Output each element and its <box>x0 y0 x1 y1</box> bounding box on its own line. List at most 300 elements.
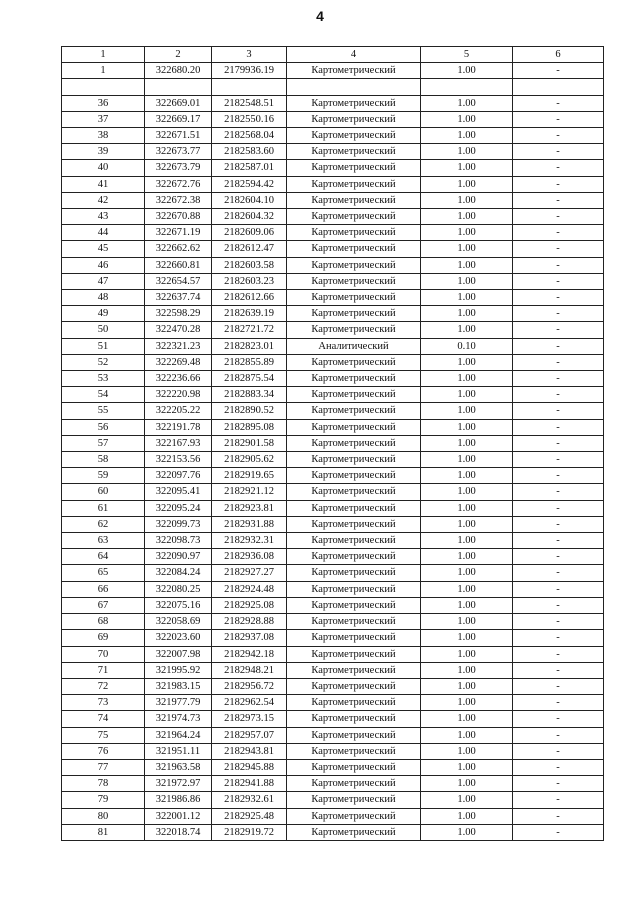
table-row <box>62 727 604 743</box>
cell-accuracy: 1.00 <box>421 63 513 79</box>
header-col-5: 5 <box>421 47 513 63</box>
cell-x-coordinate: 322680.20 <box>145 63 212 79</box>
cell-note: - <box>513 403 604 419</box>
cell-point-number: 51 <box>62 338 145 354</box>
table-row <box>62 257 604 273</box>
cell-x-coordinate: 322023.60 <box>145 630 212 646</box>
table-row <box>62 565 604 581</box>
cell-x-coordinate: 322058.69 <box>145 614 212 630</box>
cell-y-coordinate: 2182721.72 <box>212 322 287 338</box>
cell-x-coordinate: 322220.98 <box>145 387 212 403</box>
cell-point-number: 40 <box>62 160 145 176</box>
table-row <box>62 759 604 775</box>
header-col-6: 6 <box>513 47 604 63</box>
cell-point-number: 59 <box>62 468 145 484</box>
table-row <box>62 808 604 824</box>
cell-y-coordinate: 2182875.54 <box>212 371 287 387</box>
cell-point-number: 42 <box>62 192 145 208</box>
cell-note: - <box>513 549 604 565</box>
cell-method: Картометрический <box>287 484 421 500</box>
cell-method: Картометрический <box>287 727 421 743</box>
cell-method: Картометрический <box>287 452 421 468</box>
table-row <box>62 403 604 419</box>
cell-point-number: 44 <box>62 225 145 241</box>
cell-note: - <box>513 322 604 338</box>
table-row <box>62 419 604 435</box>
cell-y-coordinate: 2182550.16 <box>212 111 287 127</box>
table-row <box>62 695 604 711</box>
cell-y-coordinate: 2182609.06 <box>212 225 287 241</box>
cell-y-coordinate: 2182936.08 <box>212 549 287 565</box>
cell-accuracy: 1.00 <box>421 387 513 403</box>
cell-method: Картометрический <box>287 419 421 435</box>
cell-method: Картометрический <box>287 630 421 646</box>
cell-y-coordinate: 2182919.65 <box>212 468 287 484</box>
cell-method: Картометрический <box>287 290 421 306</box>
cell-accuracy: 1.00 <box>421 581 513 597</box>
table-row <box>62 452 604 468</box>
cell-x-coordinate: 321995.92 <box>145 662 212 678</box>
cell-x-coordinate: 322672.38 <box>145 192 212 208</box>
table-row <box>62 614 604 630</box>
cell-note: - <box>513 792 604 808</box>
cell-accuracy: 1.00 <box>421 662 513 678</box>
cell-y-coordinate: 2182931.88 <box>212 516 287 532</box>
table-row <box>62 144 604 160</box>
cell-accuracy: 1.00 <box>421 630 513 646</box>
cell-y-coordinate: 2182594.42 <box>212 176 287 192</box>
cell-accuracy: 0.10 <box>421 338 513 354</box>
cell-x-coordinate: 322654.57 <box>145 273 212 289</box>
cell-point-number: 53 <box>62 371 145 387</box>
cell-y-coordinate: 2182973.15 <box>212 711 287 727</box>
table-row <box>62 225 604 241</box>
table-row <box>62 662 604 678</box>
table-row <box>62 549 604 565</box>
cell-x-coordinate: 322669.01 <box>145 95 212 111</box>
cell-x-coordinate: 322095.24 <box>145 500 212 516</box>
cell-note: - <box>513 95 604 111</box>
cell-method: Картометрический <box>287 192 421 208</box>
cell-method: Картометрический <box>287 176 421 192</box>
cell-accuracy: 1.00 <box>421 192 513 208</box>
cell-y-coordinate: 2182823.01 <box>212 338 287 354</box>
table-row <box>62 354 604 370</box>
cell-y-coordinate: 2182883.34 <box>212 387 287 403</box>
cell-y-coordinate: 2182962.54 <box>212 695 287 711</box>
cell-point-number: 69 <box>62 630 145 646</box>
cell-method: Картометрический <box>287 776 421 792</box>
cell-note: - <box>513 128 604 144</box>
cell-point-number: 81 <box>62 824 145 840</box>
cell-note: - <box>513 257 604 273</box>
table-row <box>62 711 604 727</box>
table-row <box>62 63 604 79</box>
cell-y-coordinate: 2182583.60 <box>212 144 287 160</box>
cell-point-number: 63 <box>62 533 145 549</box>
cell-note: - <box>513 371 604 387</box>
cell-method: Картометрический <box>287 63 421 79</box>
table-row <box>62 500 604 516</box>
cell-point-number: 46 <box>62 257 145 273</box>
cell-note: - <box>513 743 604 759</box>
table-row <box>62 79 604 95</box>
cell-note: - <box>513 290 604 306</box>
table-row <box>62 273 604 289</box>
cell-x-coordinate: 322672.76 <box>145 176 212 192</box>
table-row <box>62 435 604 451</box>
table-row <box>62 209 604 225</box>
table-row <box>62 468 604 484</box>
cell-note: - <box>513 176 604 192</box>
cell-x-coordinate: 321986.86 <box>145 792 212 808</box>
cell-method: Картометрический <box>287 111 421 127</box>
cell-accuracy: 1.00 <box>421 646 513 662</box>
cell-point-number: 60 <box>62 484 145 500</box>
cell-note: - <box>513 63 604 79</box>
table-row <box>62 371 604 387</box>
cell-y-coordinate: 2182895.08 <box>212 419 287 435</box>
cell-note: - <box>513 144 604 160</box>
cell-x-coordinate: 322205.22 <box>145 403 212 419</box>
cell-accuracy: 1.00 <box>421 306 513 322</box>
cell-y-coordinate: 2182925.48 <box>212 808 287 824</box>
cell-y-coordinate: 2182587.01 <box>212 160 287 176</box>
page-number: 4 <box>316 8 324 24</box>
cell-method: Аналитический <box>287 338 421 354</box>
cell-note: - <box>513 241 604 257</box>
cell-accuracy: 1.00 <box>421 549 513 565</box>
cell-accuracy: 1.00 <box>421 824 513 840</box>
cell-x-coordinate: 322673.77 <box>145 144 212 160</box>
cell-accuracy: 1.00 <box>421 322 513 338</box>
cell-x-coordinate: 322637.74 <box>145 290 212 306</box>
cell-x-coordinate: 322080.25 <box>145 581 212 597</box>
cell-note: - <box>513 646 604 662</box>
cell-y-coordinate: 2182855.89 <box>212 354 287 370</box>
cell-accuracy: 1.00 <box>421 711 513 727</box>
table-row <box>62 792 604 808</box>
cell-x-coordinate: 321983.15 <box>145 678 212 694</box>
cell-point-number: 37 <box>62 111 145 127</box>
cell-y-coordinate: 2182956.72 <box>212 678 287 694</box>
cell-note: - <box>513 484 604 500</box>
cell-x-coordinate: 322095.41 <box>145 484 212 500</box>
cell-point-number: 78 <box>62 776 145 792</box>
cell-note: - <box>513 516 604 532</box>
cell-accuracy: 1.00 <box>421 111 513 127</box>
cell-note: - <box>513 533 604 549</box>
cell-method: Картометрический <box>287 225 421 241</box>
table-row <box>62 95 604 111</box>
cell-point-number: 61 <box>62 500 145 516</box>
cell-y-coordinate: 2182943.81 <box>212 743 287 759</box>
cell-accuracy: 1.00 <box>421 160 513 176</box>
cell-method: Картометрический <box>287 678 421 694</box>
cell-point-number: 77 <box>62 759 145 775</box>
table-row <box>62 678 604 694</box>
cell-note: - <box>513 435 604 451</box>
table-row <box>62 322 604 338</box>
cell-note: - <box>513 759 604 775</box>
cell-point-number: 64 <box>62 549 145 565</box>
cell-accuracy: 1.00 <box>421 290 513 306</box>
cell-x-coordinate: 321974.73 <box>145 711 212 727</box>
cell-accuracy: 1.00 <box>421 452 513 468</box>
cell-point-number: 58 <box>62 452 145 468</box>
cell-method: Картометрический <box>287 387 421 403</box>
cell-y-coordinate: 2182890.52 <box>212 403 287 419</box>
cell-point-number: 73 <box>62 695 145 711</box>
cell-point-number: 47 <box>62 273 145 289</box>
cell-method: Картометрический <box>287 824 421 840</box>
cell-method: Картометрический <box>287 597 421 613</box>
cell-point-number: 74 <box>62 711 145 727</box>
cell-x-coordinate: 322084.24 <box>145 565 212 581</box>
cell-note: - <box>513 225 604 241</box>
cell-point-number: 41 <box>62 176 145 192</box>
cell-method: Картометрический <box>287 209 421 225</box>
cell-note: - <box>513 468 604 484</box>
cell-point-number: 72 <box>62 678 145 694</box>
cell-x-coordinate: 322098.73 <box>145 533 212 549</box>
cell-note: - <box>513 111 604 127</box>
cell-note: - <box>513 597 604 613</box>
cell-accuracy: 1.00 <box>421 257 513 273</box>
cell-note: - <box>513 808 604 824</box>
cell-point-number: 1 <box>62 63 145 79</box>
cell-method: Картометрический <box>287 371 421 387</box>
table-row <box>62 192 604 208</box>
cell-accuracy: 1.00 <box>421 354 513 370</box>
cell-x-coordinate: 321963.58 <box>145 759 212 775</box>
cell-y-coordinate: 2182905.62 <box>212 452 287 468</box>
cell-x-coordinate: 322662.62 <box>145 241 212 257</box>
cell-method: Картометрический <box>287 144 421 160</box>
cell-accuracy: 1.00 <box>421 209 513 225</box>
table-row <box>62 176 604 192</box>
cell-accuracy: 1.00 <box>421 597 513 613</box>
cell-note: - <box>513 776 604 792</box>
cell-x-coordinate: 321977.79 <box>145 695 212 711</box>
cell-method: Картометрический <box>287 128 421 144</box>
cell-method: Картометрический <box>287 533 421 549</box>
table-row <box>62 290 604 306</box>
cell-method: Картометрический <box>287 468 421 484</box>
cell-accuracy: 1.00 <box>421 403 513 419</box>
cell-point-number <box>62 79 145 95</box>
cell-y-coordinate: 2182923.81 <box>212 500 287 516</box>
cell-point-number: 75 <box>62 727 145 743</box>
cell-point-number: 36 <box>62 95 145 111</box>
header-col-3: 3 <box>212 47 287 63</box>
table-row <box>62 338 604 354</box>
cell-x-coordinate: 322236.66 <box>145 371 212 387</box>
table-row <box>62 128 604 144</box>
cell-accuracy: 1.00 <box>421 533 513 549</box>
cell-accuracy: 1.00 <box>421 678 513 694</box>
cell-method: Картометрический <box>287 759 421 775</box>
cell-point-number: 45 <box>62 241 145 257</box>
cell-accuracy: 1.00 <box>421 759 513 775</box>
cell-method: Картометрический <box>287 695 421 711</box>
cell-accuracy: 1.00 <box>421 776 513 792</box>
cell-y-coordinate: 2182639.19 <box>212 306 287 322</box>
cell-point-number: 38 <box>62 128 145 144</box>
cell-note: - <box>513 209 604 225</box>
cell-x-coordinate: 322097.76 <box>145 468 212 484</box>
cell-method: Картометрический <box>287 646 421 662</box>
cell-method: Картометрический <box>287 95 421 111</box>
cell-note: - <box>513 727 604 743</box>
cell-note <box>513 79 604 95</box>
table-row <box>62 630 604 646</box>
table-body <box>62 63 604 841</box>
cell-point-number: 56 <box>62 419 145 435</box>
cell-note: - <box>513 452 604 468</box>
cell-y-coordinate: 2182937.08 <box>212 630 287 646</box>
table-row <box>62 824 604 840</box>
cell-accuracy: 1.00 <box>421 95 513 111</box>
cell-x-coordinate: 321964.24 <box>145 727 212 743</box>
cell-accuracy: 1.00 <box>421 273 513 289</box>
cell-y-coordinate: 2182612.66 <box>212 290 287 306</box>
table-row <box>62 387 604 403</box>
coordinates-table <box>61 46 604 841</box>
cell-y-coordinate: 2182925.08 <box>212 597 287 613</box>
cell-method: Картометрический <box>287 614 421 630</box>
header-row <box>62 47 604 63</box>
cell-y-coordinate: 2182927.27 <box>212 565 287 581</box>
cell-y-coordinate: 2182548.51 <box>212 95 287 111</box>
cell-point-number: 71 <box>62 662 145 678</box>
table-header <box>62 47 604 63</box>
cell-note: - <box>513 500 604 516</box>
cell-accuracy: 1.00 <box>421 484 513 500</box>
cell-point-number: 54 <box>62 387 145 403</box>
cell-note: - <box>513 387 604 403</box>
cell-accuracy: 1.00 <box>421 614 513 630</box>
cell-method: Картометрический <box>287 241 421 257</box>
cell-accuracy: 1.00 <box>421 128 513 144</box>
header-col-1: 1 <box>62 47 145 63</box>
table-row <box>62 646 604 662</box>
cell-accuracy: 1.00 <box>421 516 513 532</box>
cell-accuracy: 1.00 <box>421 225 513 241</box>
cell-x-coordinate: 322670.88 <box>145 209 212 225</box>
cell-x-coordinate: 322598.29 <box>145 306 212 322</box>
cell-point-number: 80 <box>62 808 145 824</box>
cell-note: - <box>513 711 604 727</box>
header-col-2: 2 <box>145 47 212 63</box>
cell-accuracy: 1.00 <box>421 419 513 435</box>
cell-method: Картометрический <box>287 743 421 759</box>
cell-x-coordinate: 322660.81 <box>145 257 212 273</box>
cell-y-coordinate: 2182942.18 <box>212 646 287 662</box>
cell-note: - <box>513 824 604 840</box>
header-col-4: 4 <box>287 47 421 63</box>
cell-point-number: 52 <box>62 354 145 370</box>
cell-method: Картометрический <box>287 549 421 565</box>
cell-y-coordinate: 2182901.58 <box>212 435 287 451</box>
cell-method: Картометрический <box>287 808 421 824</box>
cell-method: Картометрический <box>287 516 421 532</box>
cell-accuracy <box>421 79 513 95</box>
cell-method: Картометрический <box>287 565 421 581</box>
cell-method: Картометрический <box>287 257 421 273</box>
table-row <box>62 743 604 759</box>
cell-point-number: 57 <box>62 435 145 451</box>
cell-y-coordinate: 2182921.12 <box>212 484 287 500</box>
cell-point-number: 43 <box>62 209 145 225</box>
cell-x-coordinate: 322075.16 <box>145 597 212 613</box>
cell-note: - <box>513 581 604 597</box>
cell-x-coordinate: 321951.11 <box>145 743 212 759</box>
cell-point-number: 55 <box>62 403 145 419</box>
cell-x-coordinate: 322001.12 <box>145 808 212 824</box>
cell-x-coordinate: 322090.97 <box>145 549 212 565</box>
table-row <box>62 597 604 613</box>
cell-accuracy: 1.00 <box>421 435 513 451</box>
cell-accuracy: 1.00 <box>421 144 513 160</box>
cell-accuracy: 1.00 <box>421 727 513 743</box>
cell-y-coordinate: 2182612.47 <box>212 241 287 257</box>
cell-point-number: 70 <box>62 646 145 662</box>
cell-method: Картометрический <box>287 322 421 338</box>
cell-accuracy: 1.00 <box>421 468 513 484</box>
cell-note: - <box>513 306 604 322</box>
cell-x-coordinate: 322269.48 <box>145 354 212 370</box>
table-row <box>62 776 604 792</box>
cell-method: Картометрический <box>287 581 421 597</box>
cell-note: - <box>513 565 604 581</box>
cell-y-coordinate: 2182945.88 <box>212 759 287 775</box>
cell-y-coordinate: 2182604.32 <box>212 209 287 225</box>
cell-x-coordinate: 322470.28 <box>145 322 212 338</box>
cell-point-number: 49 <box>62 306 145 322</box>
cell-note: - <box>513 273 604 289</box>
cell-x-coordinate: 322018.74 <box>145 824 212 840</box>
table-row <box>62 484 604 500</box>
cell-accuracy: 1.00 <box>421 500 513 516</box>
cell-y-coordinate: 2182957.07 <box>212 727 287 743</box>
cell-point-number: 39 <box>62 144 145 160</box>
table-row <box>62 581 604 597</box>
cell-point-number: 79 <box>62 792 145 808</box>
cell-accuracy: 1.00 <box>421 565 513 581</box>
cell-point-number: 76 <box>62 743 145 759</box>
cell-accuracy: 1.00 <box>421 241 513 257</box>
cell-method: Картометрический <box>287 662 421 678</box>
cell-note: - <box>513 662 604 678</box>
cell-note: - <box>513 192 604 208</box>
cell-x-coordinate: 322669.17 <box>145 111 212 127</box>
cell-x-coordinate: 322167.93 <box>145 435 212 451</box>
table-row <box>62 516 604 532</box>
cell-y-coordinate: 2182928.88 <box>212 614 287 630</box>
cell-y-coordinate: 2182924.48 <box>212 581 287 597</box>
cell-point-number: 68 <box>62 614 145 630</box>
table-row <box>62 241 604 257</box>
cell-method: Картометрический <box>287 435 421 451</box>
cell-x-coordinate: 322671.19 <box>145 225 212 241</box>
cell-y-coordinate: 2182604.10 <box>212 192 287 208</box>
cell-point-number: 66 <box>62 581 145 597</box>
cell-x-coordinate: 322671.51 <box>145 128 212 144</box>
table-row <box>62 160 604 176</box>
cell-x-coordinate: 322191.78 <box>145 419 212 435</box>
cell-x-coordinate <box>145 79 212 95</box>
